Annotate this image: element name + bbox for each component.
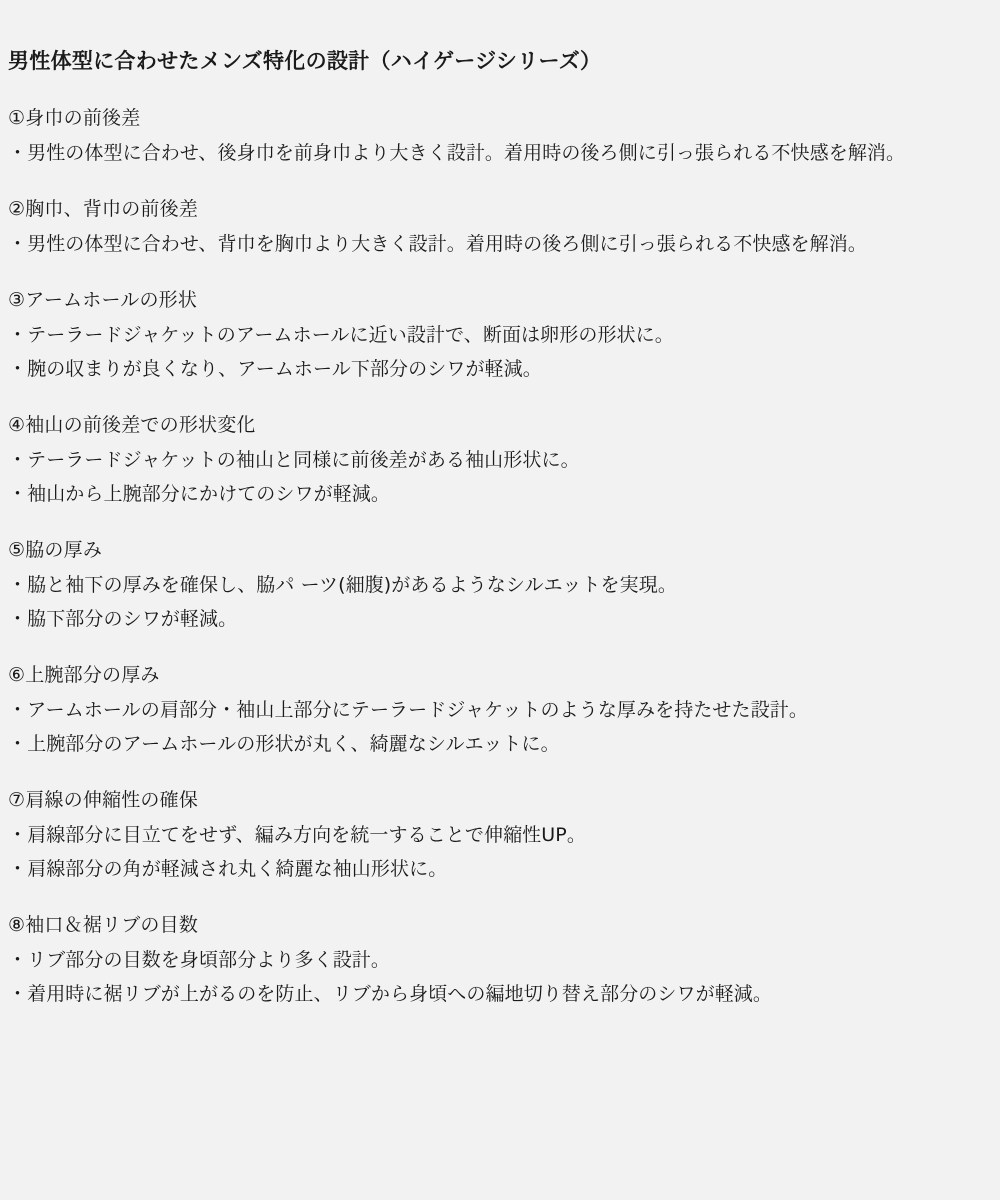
section-heading: ③アームホールの形状 — [8, 288, 198, 311]
section-heading: ⑧袖口＆裾リブの目数 — [8, 913, 199, 936]
section-5 — [8, 536, 978, 635]
section-bullet: ・脇と袖下の厚みを確保し、脇パ ーツ(細腹)があるようなシルエットを実現。 — [8, 574, 677, 597]
section-6 — [8, 661, 978, 760]
section-bullet: ・男性の体型に合わせ、後身巾を前身巾より大きく設計。着用時の後ろ側に引っ張られる不快感を解消。 — [8, 141, 906, 164]
section-bullet: ・上腕部分のアームホールの形状が丸く、綺麗なシルエットに。 — [8, 733, 560, 756]
section-heading: ①身巾の前後差 — [8, 106, 141, 129]
page-title: 男性体型に合わせたメンズ特化の設計（ハイゲージシリーズ） — [8, 49, 602, 73]
section-heading: ⑥上腕部分の厚み — [8, 663, 160, 686]
section-heading: ④袖山の前後差での形状変化 — [8, 413, 256, 436]
section-bullet: ・アームホールの肩部分・袖山上部分にテーラードジャケットのような厚みを持たせた設計。 — [8, 699, 808, 722]
section-3 — [8, 286, 978, 385]
section-bullet: ・テーラードジャケットのアームホールに近い設計で、断面は卵形の形状に。 — [8, 324, 674, 347]
section-2 — [8, 195, 978, 260]
section-bullet: ・肩線部分の角が軽減され丸く綺麗な袖山形状に。 — [8, 857, 448, 880]
section-bullet: ・着用時に裾リブが上がるのを防止、リブから身頃への編地切り替え部分のシワが軽減。 — [8, 982, 773, 1005]
section-heading: ②胸巾、背巾の前後差 — [8, 197, 199, 220]
section-heading: ⑤脇の厚み — [8, 538, 103, 561]
section-heading: ⑦肩線の伸縮性の確保 — [8, 788, 199, 811]
section-bullet: ・肩線部分に目立てをせず、編み方向を統一することで伸縮性UP。 — [8, 824, 586, 847]
section-bullet: ・リブ部分の目数を身頃部分より多く設計。 — [8, 949, 391, 972]
section-bullet: ・腕の収まりが良くなり、アームホール下部分のシワが軽減。 — [8, 358, 542, 381]
section-1 — [8, 104, 978, 169]
section-bullet: ・テーラードジャケットの袖山と同様に前後差がある袖山形状に。 — [8, 449, 580, 472]
section-8 — [8, 911, 978, 1010]
section-bullet: ・男性の体型に合わせ、背巾を胸巾より大きく設計。着用時の後ろ側に引っ張られる不快感を解消。 — [8, 233, 867, 256]
section-7 — [8, 786, 978, 885]
section-bullet: ・脇下部分のシワが軽減。 — [8, 608, 238, 631]
section-bullet: ・袖山から上腕部分にかけてのシワが軽減。 — [8, 483, 391, 506]
section-4 — [8, 411, 978, 510]
